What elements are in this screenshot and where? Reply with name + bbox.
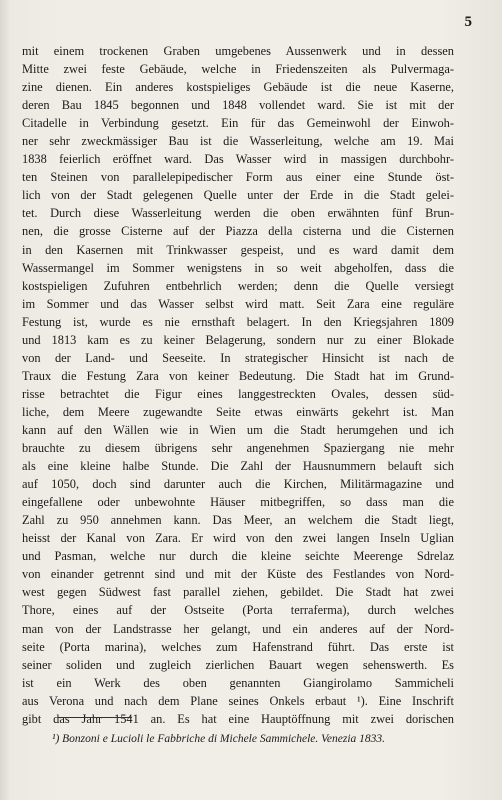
text-line: seiner soliden und zugleich zierlichen Bauart wegen sehenswerth. Es — [22, 657, 454, 672]
footnote: ¹) Bonzoni e Lucioli le Fabbriche di Michele Sammichele. Venezia 1833. — [52, 733, 386, 745]
text-line: Zahl zu 950 annehmen kann. Das Meer, an welchem die Stadt liegt, — [22, 513, 454, 528]
text-line: ist ein Werk des oben genannten Giangirolamo Sammicheli — [22, 675, 454, 690]
text-line: zine dienen. Ein anderes kostspieliges Gebäude ist die neue Kaserne, — [22, 80, 454, 95]
text-line: von einander getrennt sind und mit der Küste des Festlandes von Nord- — [22, 567, 454, 582]
text-line: tet. Durch diese Wasserleitung werden die oben erwähnten fünf Brun- — [22, 206, 454, 221]
text-line: deren Bau 1845 begonnen und 1848 vollendet ward. Sie ist mit der — [22, 98, 454, 113]
page-number: 5 — [464, 14, 472, 30]
text-line: liche, dem Meere zugewandte Seite etwas einwärts gekehrt ist. Man — [22, 404, 454, 419]
text-line: brauchte zu diesem übrigens sehr angenehmen Spaziergang nie mehr — [22, 441, 454, 456]
text-line: nen, die grosse Cisterne auf der Piazza della cisterna und die Cisternen — [22, 224, 454, 239]
text-line: 1838 feierlich eröffnet ward. Das Wasser wird in massigen durchbohr- — [22, 152, 454, 167]
text-line: gibt das Jahr 1541 an. Es hat eine Hauptöffnung mit zwei dorischen — [22, 711, 454, 726]
text-line: mit einem trockenen Graben umgebenes Aussenwerk und in dessen — [22, 44, 454, 58]
text-line: Citadelle in Verbindung gesetzt. Ein für das Gemeinwohl der Einwoh- — [22, 116, 454, 131]
body-text — [22, 42, 454, 728]
text-line: west gegen Südwest fast parallel ziehen, gebildet. Die Stadt hat zwei — [22, 585, 454, 600]
text-line: und Pasman, welche nur durch die kleine seichte Meerenge Sdrelaz — [22, 549, 454, 564]
text-line: von der Land- und Seeseite. In strategischer Hinsicht ist nach de — [22, 350, 454, 365]
text-line: seite (Porta marina), welches zum Hafenstrand führt. Das erste ist — [22, 639, 454, 654]
text-line: man von der Landstrasse her gelangt, und ein anderes auf der Nord- — [22, 621, 454, 636]
text-line: in den Kasernen mit Trinkwasser gespeist, und es ward damit dem — [22, 242, 454, 257]
text-line: Mitte zwei feste Gebäude, welche in Friedenszeiten als Pulvermaga- — [22, 62, 454, 77]
text-line: ten Steinen von parallelepipedischer Form aus einer eine Stunde öst- — [22, 170, 454, 185]
text-line: und 1813 kam es zu keiner Belagerung, sondern nur zu einer Blokade — [22, 332, 454, 347]
footnote-divider — [58, 717, 132, 718]
text-line: auf 1050, doch sind darunter auch die Kirchen, Militärmagazine und — [22, 477, 454, 492]
text-line: heisst der Kanal von Zara. Er wird von den zwei langen Inseln Uglian — [22, 531, 454, 546]
text-line: im Sommer und das Wasser selbst wird matt. Seit Zara eine reguläre — [22, 296, 454, 311]
text-line: Festung ist, wurde es nie ernsthaft belagert. In den Kriegsjahren 1809 — [22, 314, 454, 329]
text-line: lich von der Stadt gelegenen Quelle unter der Erde in die Stadt gelei- — [22, 188, 454, 203]
text-line: aus Verona und nach dem Plane seines Onkels erbaut ¹). Eine Inschrift — [22, 693, 454, 708]
text-line: Thore, eines auf der Ostseite (Porta terraferma), durch welches — [22, 603, 454, 618]
text-line: Wassermangel im Sommer wenigstens in so weit abgeholfen, dass die — [22, 260, 454, 275]
text-line: risse betrachtet die Figur eines langgestreckten Ovales, dessen süd- — [22, 386, 454, 401]
text-line: kostspieligen Zufuhren entbehrlich werden; denn die Quelle versiegt — [22, 278, 454, 293]
text-line: als eine kleine halbe Stunde. Die Zahl der Hausnummern belauft sich — [22, 459, 454, 474]
text-line: eingefallene oder unbewohnte Häuser mitbegriffen, so dass man die — [22, 495, 454, 510]
text-line: Traux die Festung Zara von keiner Bedeutung. Die Stadt hat im Grund- — [22, 368, 454, 383]
text-line: kann auf den Wällen wie in Wien um die Stadt herumgehen und ich — [22, 422, 454, 437]
text-line: ner sehr zweckmässiger Bau ist die Wasserleitung, welche am 19. Mai — [22, 134, 454, 149]
